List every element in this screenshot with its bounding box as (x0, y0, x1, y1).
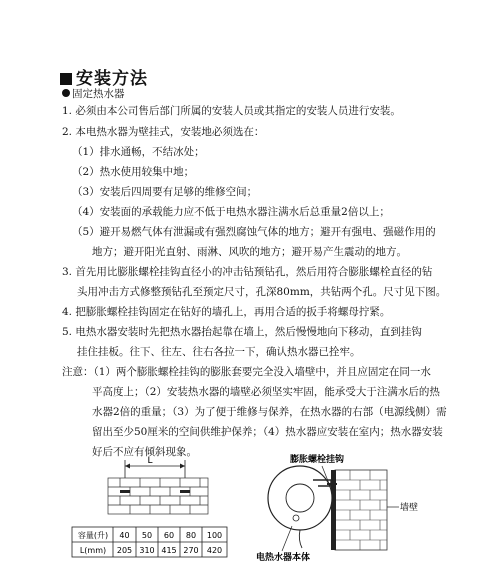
capacity-cell: 40 (119, 531, 130, 540)
wall-surface (331, 470, 336, 550)
arrow-left-icon (125, 464, 130, 469)
length-cell: 205 (116, 546, 133, 555)
bolt-hook-label: 膨胀螺栓挂钩 (290, 455, 345, 465)
instruction-line: 1. 必须由本公司售后部门所属的安装人员或其指定的安装人员进行安装。 (62, 105, 401, 117)
bolt-marker-icon (180, 490, 190, 493)
table-header-label: 容量(升) (77, 531, 109, 540)
length-cell: 310 (139, 546, 155, 555)
brick-wall (108, 478, 208, 514)
note-line: 好后不应有倾斜现象。 (92, 446, 197, 458)
length-cell: 420 (206, 546, 223, 555)
instruction-line: 5. 电热水器安装时先把热水器抬起靠在墙上，然后慢慢地向下移动，直到挂钩 (62, 326, 422, 338)
dimension-table (72, 527, 227, 557)
instruction-line: （5）避开易燃气体有泄漏或有强烈腐蚀气体的地方；避开有强电、强磁作用的 (72, 226, 436, 238)
instruction-line: 挂住挂板。往下、往左、往右各拉一下，确认热水器已拴牢。 (77, 346, 361, 358)
side-view-diagram (256, 453, 418, 563)
bolt-icon (327, 483, 337, 485)
power-cord (299, 530, 302, 548)
side-brick-wall (335, 470, 387, 550)
instruction-line: （4）安装面的承载能力应不低于电热水器注满水后总重量2倍以上； (72, 206, 390, 218)
length-cell: 270 (183, 546, 199, 555)
instruction-line: 3. 首先用比膨胀螺栓挂钩直径小的冲击钻预钻孔，然后用符合膨胀螺栓直径的钻 (62, 266, 433, 278)
bolt-marker-icon (120, 490, 130, 493)
heater-body-outline (268, 466, 332, 530)
note-line: 水器2倍的重量；（3）为了便于维修与保养，在热水器的右部（电源线侧）需 (92, 406, 447, 418)
capacity-cell: 80 (185, 531, 197, 540)
leader-line (282, 526, 292, 551)
capacity-cell: 50 (141, 531, 153, 540)
instruction-line: （1）排水通畅，不结冰处； (72, 146, 205, 158)
table-row-label: L(mm) (79, 546, 107, 555)
instruction-line: （3）安装后四周要有足够的维修空间； (72, 186, 258, 198)
note-line: 留出至少50厘米的空间供维护保养；（4）热水器应安装在室内；热水器安装 (92, 426, 443, 438)
heater-body-label: 电热水器本体 (256, 553, 311, 563)
length-cell: 415 (161, 546, 177, 555)
subheading-text: 固定热水器 (72, 88, 125, 100)
capacity-cell: 60 (163, 531, 175, 540)
instruction-line: 2. 本电热水器为壁挂式，安装地必须选在： (62, 126, 265, 138)
instruction-line: （2）热水使用较集中地； (72, 166, 195, 178)
wall-dimension-diagram (72, 456, 227, 557)
dimension-label: L (147, 456, 153, 466)
note-line: 平高度上；（2）安装热水器的墙壁必须坚实牢固，能承受大于注满水后的热 (92, 386, 440, 398)
instruction-line: 4. 把膨胀螺栓挂钩固定在钻好的墙孔上，再用合适的扳手将螺母拧紧。 (62, 306, 391, 318)
arrow-right-icon (180, 464, 185, 469)
pipe-fitting-icon (293, 515, 299, 521)
wall-label: 墙壁 (400, 503, 419, 513)
instruction-line: 头用冲击方式修整预钻孔至预定尺寸，孔深80mm，共钻两个孔。尺寸见下图。 (77, 286, 447, 298)
instruction-line: 地方；避开阳光直射、雨淋、风吹的地方；避开易产生震动的地方。 (92, 246, 407, 258)
note-line: 注意：（1）两个膨胀螺栓挂钩的膨胀套要完全没入墙壁中，并且应固定在同一水 (62, 366, 431, 378)
capacity-cell: 100 (206, 531, 223, 540)
section-title-text: 安装方法 (76, 69, 148, 89)
